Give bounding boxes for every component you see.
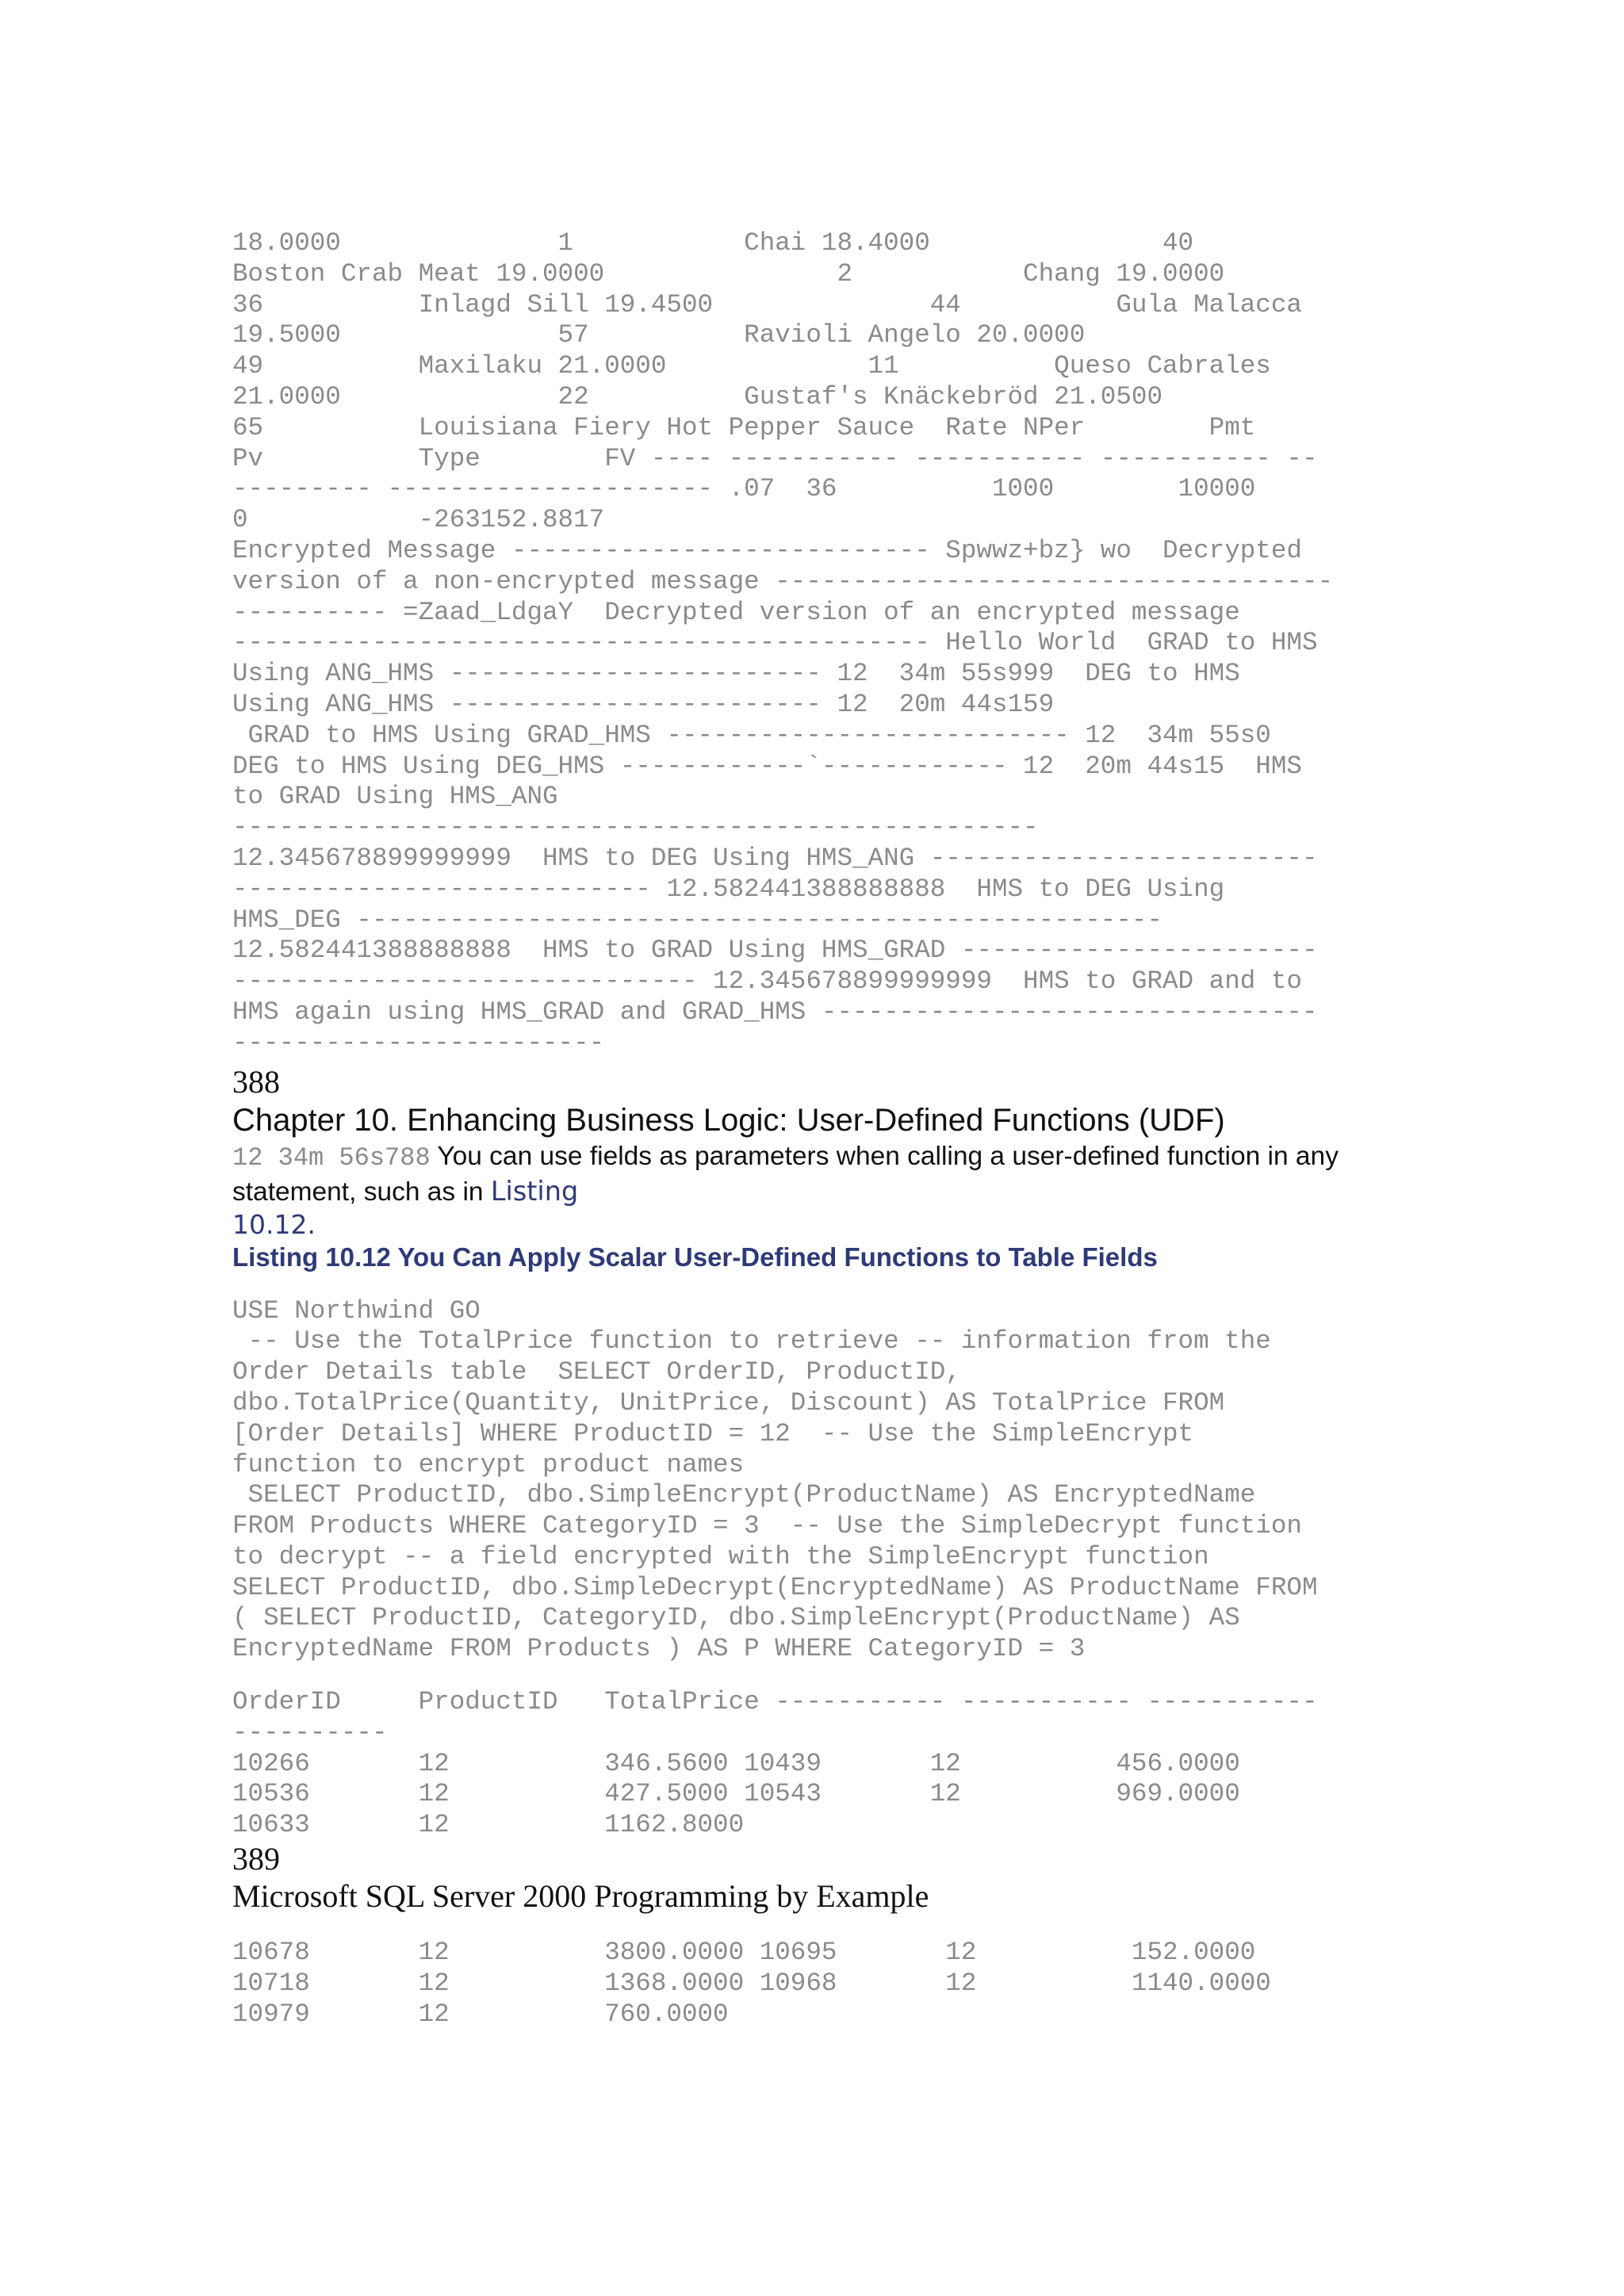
- code-output-block: 18.0000 1 Chai 18.4000 40 Boston Crab Meat 19.0000 2 Chang 19.0000 36 Inlagd Sill 19.4500 44 Gula Malacca 19.5000 57 Ravioli Angelo 20.0000 49 Maxilaku 21.0000 11 Queso Cabrales 21.0000 22 Gustaf's Knäckebröd 21.0500 65 Louisiana Fiery Hot Pepper Sauce Rate NPer Pmt Pv Type FV ---- ----------- ----------- ----------- -- --------- --------------------- .07 36 1000 10000 0 -263152.8817 Encrypted Message --------------------------- Spwwz+bz} wo Decrypted version of a non-encrypted message ------------------------------------ ---------- =Zaad_LdgaY Decrypted version of an encrypted message --------------------------------------------- Hello World GRAD to HMS Using ANG_HMS ------------------------ 12 34m 55s999 DEG to HMS Using ANG_HMS ------------------------ 12 20m 44s159 GRAD to HMS Using GRAD_HMS -------------------------- 12 34m 55s0 DEG to HMS Using DEG_HMS ------------`------------ 12 20m 44s15 HMS to GRAD Using HMS_ANG ---------------------------------------------------- 12.345678899999999 HMS to DEG Using HMS_ANG ------------------------- --------------------------- 12.582441388888888 HMS to DEG Using HMS_DEG ---------------------------------------------------- 12.582441388888888 HMS to GRAD Using HMS_GRAD ----------------------- ------------------------------ 12.345678899999999 HMS to GRAD and to HMS again using HMS_GRAD and GRAD_HMS -------------------------------- ------------------------: [232, 228, 1334, 1058]
- page-number-388: 388: [232, 1063, 280, 1100]
- query-result-block: OrderID ProductID TotalPrice ----------- ----------- ----------- ---------- 10266 12 346.5600 10439 12 456.0000 10536 12 427.5000 10543 12 969.0000 10633 12 1162.8000: [232, 1687, 1318, 1840]
- document-page: [232, 228, 1398, 2030]
- query-result-block-continued: 10678 12 3800.0000 10695 12 152.0000 10718 12 1368.0000 10968 12 1140.0000 10979 12 760.0000: [232, 1938, 1271, 2029]
- result-fragment: 12 34m 56s788: [232, 1142, 431, 1173]
- listing-code-block: USE Northwind GO -- Use the TotalPrice function to retrieve -- information from the Order Details table SELECT OrderID, ProductID, dbo.TotalPrice(Quantity, UnitPrice, Discount) AS TotalPrice FROM [Order Details] WHERE ProductID = 12 -- Use the SimpleEncrypt function to encrypt product names SELECT ProductID, dbo.SimpleEncrypt(ProductName) AS EncryptedName FROM Products WHERE CategoryID = 3 -- Use the SimpleDecrypt function to decrypt -- a field encrypted with the SimpleEncrypt function SELECT ProductID, dbo.SimpleDecrypt(EncryptedName) AS ProductName FROM ( SELECT ProductID, CategoryID, dbo.SimpleEncrypt(ProductName) AS EncryptedName FROM Products ) AS P WHERE CategoryID = 3: [232, 1295, 1318, 1664]
- listing-link-number[interactable]: 10.12: [232, 1208, 308, 1240]
- page-number-389: 389: [232, 1841, 280, 1877]
- paragraph-text: You can use fields as parameters when calling a user-defined function in any statement, such as in: [232, 1141, 1339, 1207]
- listing-link[interactable]: Listing: [490, 1175, 579, 1207]
- listing-caption: Listing 10.12 You Can Apply Scalar User-Defined Functions to Table Fields: [232, 1242, 1158, 1272]
- book-title: Microsoft SQL Server 2000 Programming by Example: [232, 1878, 929, 1915]
- chapter-heading: Chapter 10. Enhancing Business Logic: User-Defined Functions (UDF): [232, 1102, 1225, 1138]
- sentence-period: .: [307, 1208, 316, 1240]
- body-paragraph: [232, 1140, 1398, 1209]
- listing-link-number-line[interactable]: [232, 1209, 1398, 1241]
